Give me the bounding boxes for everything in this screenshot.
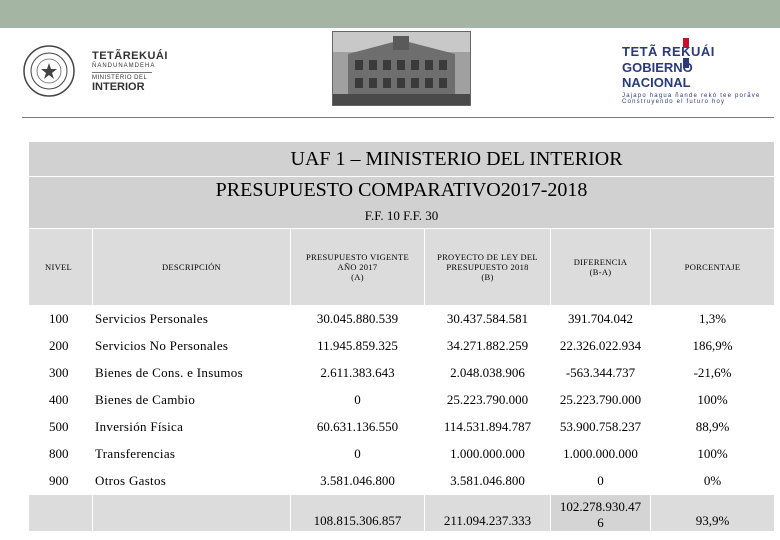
cell-proyecto: 25.223.790.000 [425, 387, 551, 414]
cell-nivel: 300 [29, 360, 93, 387]
budget-table [28, 141, 775, 532]
table-row [29, 333, 775, 360]
column-header-row [29, 229, 775, 306]
cell-vigente: 2.611.383.643 [291, 360, 425, 387]
cell-descripcion: Bienes de Cons. e Insumos [93, 360, 291, 387]
cell-descripcion: Servicios No Personales [93, 333, 291, 360]
brand-ministerio: MINISTERIO DEL [92, 75, 148, 81]
total-proyecto: 211.094.237.333 [425, 495, 551, 532]
cell-proyecto: 114.531.894.787 [425, 414, 551, 441]
cell-vigente: 30.045.880.539 [291, 306, 425, 333]
table-row [29, 441, 775, 468]
cell-proyecto: 34.271.882.259 [425, 333, 551, 360]
cell-nivel: 400 [29, 387, 93, 414]
building-photo [332, 31, 471, 106]
cell-proyecto: 2.048.038.906 [425, 360, 551, 387]
cell-porcentaje: 0% [651, 468, 775, 495]
top-color-bar [0, 0, 780, 28]
gov-brand-slogan: Construyendo el futuro hoy [622, 99, 726, 105]
cell-diferencia: 0 [551, 468, 651, 495]
header-divider [22, 117, 774, 118]
cell-descripcion: Servicios Personales [93, 306, 291, 333]
cell-vigente: 0 [291, 387, 425, 414]
total-nivel-blank [29, 495, 93, 532]
brand-divider [92, 72, 152, 73]
cell-nivel: 500 [29, 414, 93, 441]
cell-vigente: 3.581.046.800 [291, 468, 425, 495]
cell-porcentaje: 100% [651, 441, 775, 468]
cell-diferencia: 25.223.790.000 [551, 387, 651, 414]
cell-vigente: 60.631.136.550 [291, 414, 425, 441]
cell-proyecto: 30.437.584.581 [425, 306, 551, 333]
table-row [29, 306, 775, 333]
brand-subtitle: ÑANDUNAMDEHA [92, 63, 156, 69]
cell-nivel: 100 [29, 306, 93, 333]
gov-brand-gobierno: GOBIERNO NACIONAL [622, 60, 693, 90]
cell-diferencia: 1.000.000.000 [551, 441, 651, 468]
cell-descripcion: Inversión Física [93, 414, 291, 441]
cell-porcentaje: 100% [651, 387, 775, 414]
brand-tetarekuai: TETÃREKUÁI [92, 50, 168, 62]
total-descripcion-blank [93, 495, 291, 532]
table-row [29, 360, 775, 387]
col-nivel: NIVEL [29, 229, 93, 306]
cell-vigente: 0 [291, 441, 425, 468]
col-proyecto: PROYECTO DE LEY DEL PRESUPUESTO 2018 (B) [425, 229, 551, 306]
cell-diferencia: 22.326.022.934 [551, 333, 651, 360]
title-row-1 [29, 142, 775, 177]
cell-nivel: 800 [29, 441, 93, 468]
title-presupuesto: PRESUPUESTO COMPARATIVO2017-2018 [215, 179, 588, 201]
table-row [29, 414, 775, 441]
cell-diferencia: 391.704.042 [551, 306, 651, 333]
total-diferencia: 102.278.930.47 6 [551, 495, 651, 532]
col-diferencia: DIFERENCIA (B-A) [551, 229, 651, 306]
col-porcentaje: PORCENTAJE [651, 229, 775, 306]
total-vigente: 108.815.306.857 [291, 495, 425, 532]
cell-descripcion: Transferencias [93, 441, 291, 468]
cell-porcentaje: 186,9% [651, 333, 775, 360]
cell-porcentaje: -21,6% [651, 360, 775, 387]
cell-porcentaje: 1,3% [651, 306, 775, 333]
title-block [29, 177, 775, 229]
national-seal-icon [22, 44, 76, 98]
brand-interior: INTERIOR [92, 81, 145, 93]
title-ministerio: UAF 1 – MINISTERIO DEL INTERIOR [29, 142, 775, 177]
cell-proyecto: 1.000.000.000 [425, 441, 551, 468]
cell-porcentaje: 88,9% [651, 414, 775, 441]
total-porcentaje: 93,9% [651, 495, 775, 532]
table-row [29, 387, 775, 414]
col-vigente: PRESUPUESTO VIGENTE AÑO 2017 (A) [291, 229, 425, 306]
total-row [29, 495, 775, 532]
gov-brand-slogan-guarani: Jajapo hagua ñande rekó tee porãve [622, 93, 761, 99]
cell-vigente: 11.945.859.325 [291, 333, 425, 360]
cell-nivel: 900 [29, 468, 93, 495]
government-brand [622, 44, 762, 105]
cell-descripcion: Otros Gastos [93, 468, 291, 495]
gov-brand-tetarekuai: TETÃ REKUÁI [622, 44, 715, 59]
ministry-brand [92, 50, 168, 93]
cell-nivel: 200 [29, 333, 93, 360]
col-descripcion: DESCRIPCIÓN [93, 229, 291, 306]
cell-diferencia: -563.344.737 [551, 360, 651, 387]
title-row-2 [29, 177, 775, 229]
cell-diferencia: 53.900.758.237 [551, 414, 651, 441]
cell-descripcion: Bienes de Cambio [93, 387, 291, 414]
table-row [29, 468, 775, 495]
cell-proyecto: 3.581.046.800 [425, 468, 551, 495]
title-fuente-financiamiento: F.F. 10 F.F. 30 [364, 208, 439, 223]
